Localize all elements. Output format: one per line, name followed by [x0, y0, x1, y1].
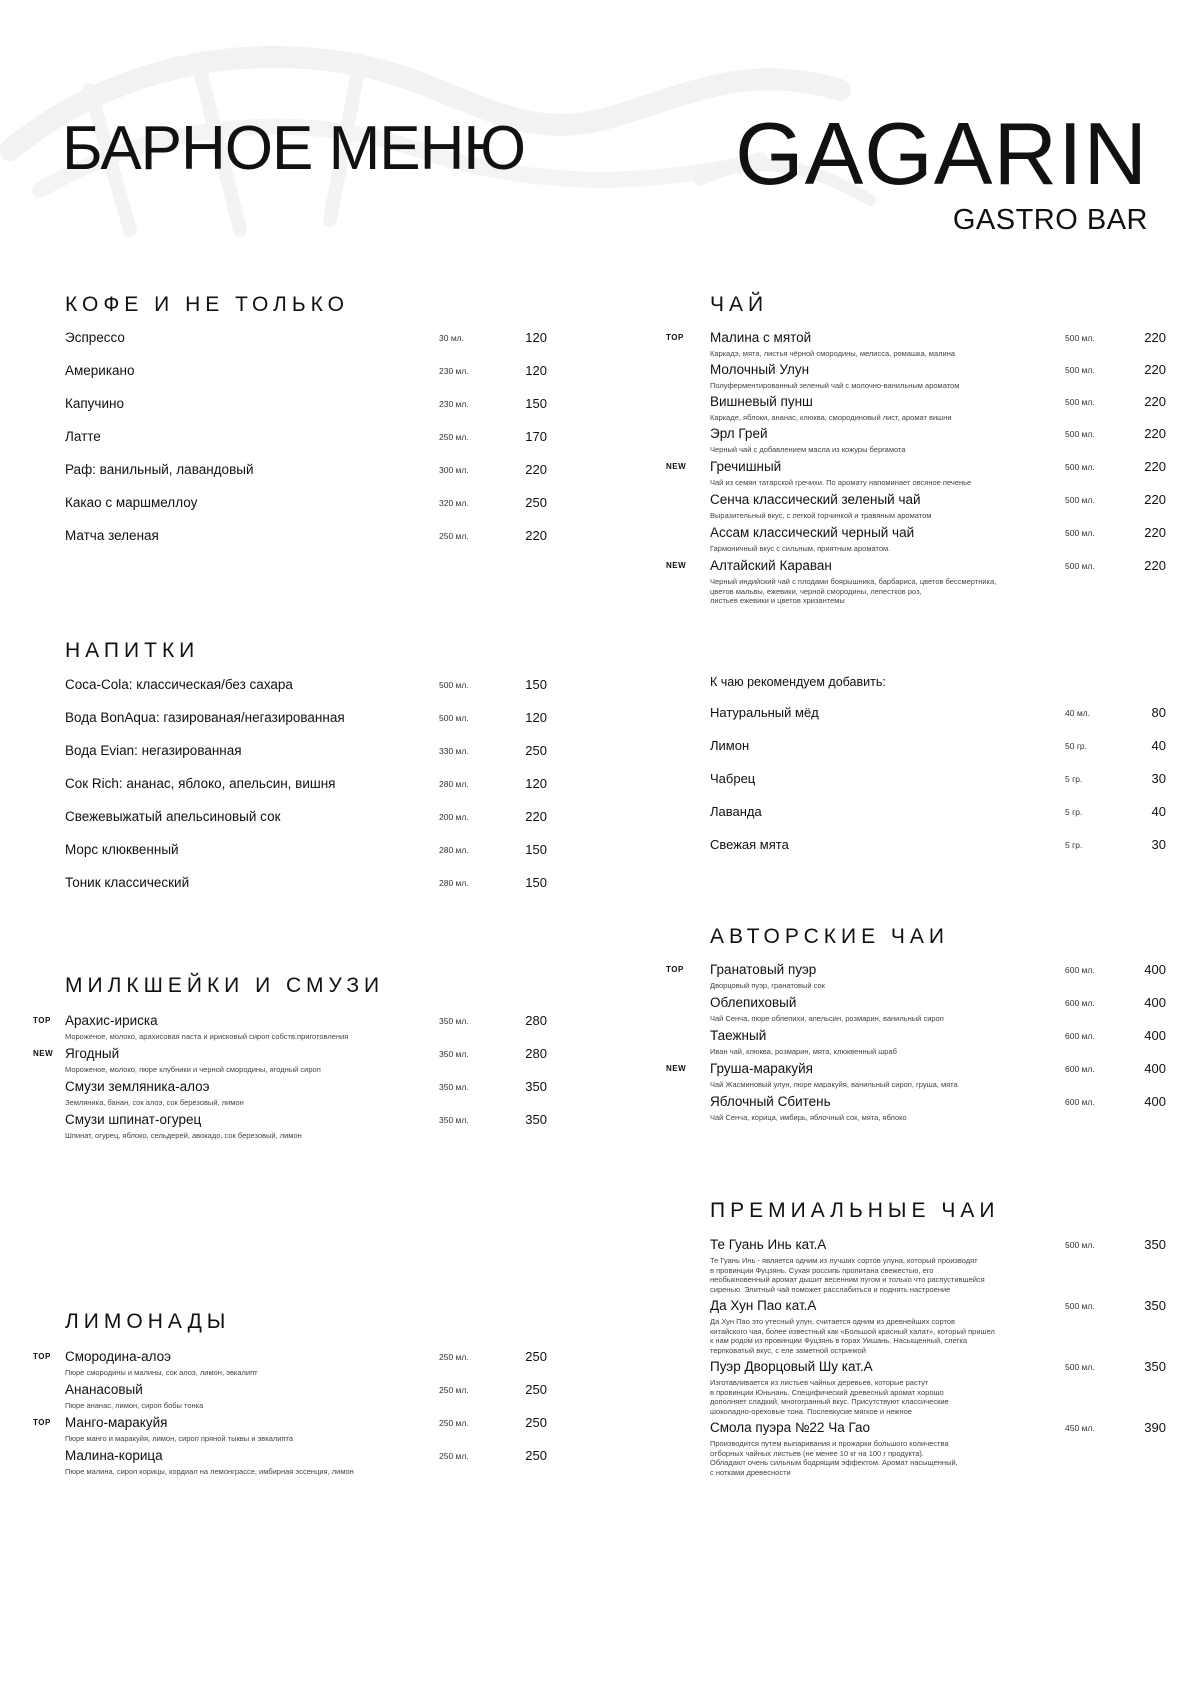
item-price: 30: [1151, 771, 1166, 786]
item-description: Пюре смородины и малины, сок алоэ, лимон, эвкалипт: [65, 1368, 258, 1377]
menu-item: [65, 495, 547, 528]
item-price: 120: [525, 330, 547, 345]
item-price: 220: [1144, 330, 1166, 345]
item-price: 120: [525, 710, 547, 725]
menu-item: [710, 1237, 1166, 1298]
item-name: Алтайский Караван: [710, 558, 832, 573]
item-description: Производится путем выпаривания и прожарки большого количества: [710, 1439, 949, 1448]
item-volume: 280 мл.: [439, 845, 469, 855]
item-name: Coca-Cola: классическая/без сахара: [65, 677, 293, 692]
item-description: цветов мальвы, ежевики, черной смородины, лепестков роз,: [710, 586, 922, 596]
tea-list: [666, 330, 1166, 605]
item-volume: 250 мл.: [439, 531, 469, 541]
item-name: Лимон: [710, 738, 750, 753]
item-price: 150: [525, 875, 547, 890]
item-description: Мороженое, молоко, пюре клубники и черной смородины, ягодный сироп: [65, 1065, 321, 1074]
menu-item: [710, 837, 1166, 870]
item-description: Земляника, банан, сок алоэ, сок березовый, лимон: [65, 1098, 244, 1107]
item-volume: 500 мл.: [1065, 365, 1095, 375]
item-description: Чай Сенча, пюре облепихи, апельсин, розмарин, ванильный сироп: [710, 1014, 944, 1023]
item-name: Пуэр Дворцовый Шу кат.А: [710, 1359, 873, 1374]
menu-item: [65, 429, 547, 462]
item-name: Гранатовый пуэр: [710, 962, 817, 977]
item-description: к нам родом из провинции Фуцзянь в горах Уишань. Насыщенный, слегка: [710, 1336, 968, 1345]
menu-item: [65, 528, 547, 561]
menu-item: [710, 1028, 1166, 1061]
section-title-tea: ЧАЙ: [710, 293, 769, 316]
item-name: Молочный Улун: [710, 362, 810, 377]
item-name: Малина с мятой: [710, 330, 812, 345]
item-volume: 350 мл.: [439, 1082, 469, 1092]
item-price: 220: [1144, 394, 1166, 409]
addons-list: [710, 705, 1166, 870]
item-name: Сок Rich: ананас, яблоко, апельсин, вишня: [65, 776, 336, 791]
badge-top: TOP: [666, 333, 684, 342]
item-description: Шпинат, огурец, яблоко, сельдерей, авокадо, сок березовый, лимон: [65, 1131, 302, 1140]
drinks-list: [65, 677, 547, 908]
item-name: Смола пуэра №22 Ча Гао: [710, 1420, 871, 1435]
premium-tea-list: [710, 1237, 1166, 1481]
item-price: 220: [1144, 558, 1166, 573]
menu-item: [65, 1382, 547, 1415]
item-volume: 500 мл.: [1065, 462, 1095, 472]
menu-item: [65, 710, 547, 743]
item-volume: 500 мл.: [1065, 495, 1095, 505]
coffee-list: [65, 330, 547, 561]
item-price: 150: [525, 842, 547, 857]
item-name: Те Гуань Инь кат.А: [710, 1237, 827, 1252]
item-name: Сенча классический зеленый чай: [710, 492, 921, 507]
item-name: Эспрессо: [65, 330, 125, 345]
item-volume: 280 мл.: [439, 779, 469, 789]
item-volume: 5 гр.: [1065, 774, 1083, 784]
section-title-drinks: НАПИТКИ: [65, 639, 200, 662]
item-price: 170: [525, 429, 547, 444]
item-description: Изготавливается из листьев чайных деревьев, которые растут: [710, 1378, 929, 1387]
item-volume: 250 мл.: [439, 432, 469, 442]
item-price: 350: [1144, 1298, 1166, 1313]
item-name: Гречишный: [710, 459, 782, 474]
item-volume: 300 мл.: [439, 465, 469, 475]
menu-item: [65, 396, 547, 429]
item-price: 80: [1151, 705, 1166, 720]
item-price: 250: [525, 1415, 547, 1430]
menu-item: [710, 1420, 1166, 1481]
item-name: Таежный: [710, 1028, 767, 1043]
item-price: 350: [525, 1079, 547, 1094]
badge-top: TOP: [666, 965, 684, 974]
item-name: Смузи шпинат-огурец: [65, 1112, 202, 1127]
item-description: Мороженое, молоко, арахисовая паста и ирисковый сироп собств.приготовления: [65, 1032, 349, 1041]
item-volume: 500 мл.: [1065, 528, 1095, 538]
item-description: в провинции Фуцзянь. Сухая россипь пропитана свежестью, его: [710, 1265, 934, 1275]
item-name: Раф: ванильный, лавандовый: [65, 462, 254, 477]
menu-item: [710, 1359, 1166, 1420]
menu-item: [65, 809, 547, 842]
item-volume: 200 мл.: [439, 812, 469, 822]
item-price: 350: [525, 1112, 547, 1127]
item-price: 250: [525, 1349, 547, 1364]
menu-item: [666, 962, 1166, 995]
item-volume: 280 мл.: [439, 878, 469, 888]
item-name: Морс клюквенный: [65, 842, 179, 857]
menu-item: [65, 1079, 547, 1112]
item-description: шоколадно-ореховые тона. Послевкусие мягкое и нежное: [710, 1406, 912, 1416]
author-tea-list: [666, 962, 1166, 1127]
item-description: Пюре ананас, лимон, сироп бобы тонка: [65, 1401, 204, 1410]
item-description: листьев ежевики и цветов хризантемы: [710, 596, 845, 605]
item-volume: 50 гр.: [1065, 741, 1088, 751]
item-description: сиренью. Элитный чай поможет расслабиться и поднять настроение: [710, 1284, 951, 1294]
badge-new: NEW: [33, 1049, 54, 1058]
item-price: 250: [525, 743, 547, 758]
item-price: 400: [1144, 995, 1166, 1010]
menu-item: [666, 558, 1166, 605]
item-price: 220: [1144, 362, 1166, 377]
section-title-author-tea: АВТОРСКИЕ ЧАИ: [710, 925, 950, 948]
item-name: Арахис-ириска: [65, 1013, 158, 1028]
item-volume: 230 мл.: [439, 366, 469, 376]
item-volume: 500 мл.: [1065, 333, 1095, 343]
menu-item: [666, 1061, 1166, 1094]
item-volume: 250 мл.: [439, 1451, 469, 1461]
menu-item: [710, 362, 1166, 394]
menu-item: [65, 462, 547, 495]
item-price: 220: [525, 809, 547, 824]
menu-item: [710, 1094, 1166, 1127]
item-price: 220: [1144, 525, 1166, 540]
item-name: Свежевыжатый апельсиновый сок: [65, 809, 281, 824]
item-name: Малина-корица: [65, 1448, 163, 1463]
item-description: Гармоничный вкус с сильным, приятным ароматом.: [710, 544, 891, 553]
menu-item: [65, 1112, 547, 1145]
item-name: Облепиховый: [710, 995, 797, 1010]
item-volume: 600 мл.: [1065, 965, 1095, 975]
item-name: Вода Evian: негазированная: [65, 743, 242, 758]
item-volume: 600 мл.: [1065, 1064, 1095, 1074]
item-name: Груша-маракуйя: [710, 1061, 813, 1076]
item-volume: 250 мл.: [439, 1385, 469, 1395]
item-description: Выразительный вкус, с легкой горчинкой и травяным ароматом: [710, 511, 932, 520]
item-name: Вода BonAqua: газированая/негазированная: [65, 710, 345, 725]
shakes-list: [33, 1013, 547, 1145]
menu-item: [710, 738, 1166, 771]
item-volume: 5 гр.: [1065, 807, 1083, 817]
item-price: 350: [1144, 1359, 1166, 1374]
item-price: 220: [525, 462, 547, 477]
menu-item: [65, 330, 547, 363]
menu-item: [65, 1448, 547, 1481]
item-price: 400: [1144, 1094, 1166, 1109]
item-description: с нотками древесности: [710, 1467, 791, 1477]
item-volume: 350 мл.: [439, 1016, 469, 1026]
item-price: 150: [525, 396, 547, 411]
menu-item: [65, 875, 547, 908]
item-price: 220: [1144, 426, 1166, 441]
brand-name: GAGARIN: [735, 104, 1148, 203]
item-volume: 500 мл.: [1065, 561, 1095, 571]
item-price: 150: [525, 677, 547, 692]
item-volume: 250 мл.: [439, 1418, 469, 1428]
item-price: 250: [525, 1382, 547, 1397]
page-title: БАРНОЕ МЕНЮ: [62, 114, 526, 183]
brand-logo: [735, 104, 1148, 236]
item-name: Да Хун Пао кат.А: [710, 1298, 817, 1313]
item-volume: 30 мл.: [439, 333, 464, 343]
item-price: 350: [1144, 1237, 1166, 1252]
item-name: Вишневый пунш: [710, 394, 813, 409]
item-volume: 600 мл.: [1065, 1031, 1095, 1041]
item-volume: 330 мл.: [439, 746, 469, 756]
menu-item: [710, 771, 1166, 804]
item-description: отборных чайных листьев (не менее 10 кг на 100 г продукта).: [710, 1448, 924, 1458]
addons-heading: К чаю рекомендуем добавить:: [710, 675, 886, 689]
item-volume: 40 мл.: [1065, 708, 1090, 718]
item-description: Черный чай с добавлением масла из кожуры бергамота: [710, 445, 906, 454]
item-name: Эрл Грей: [710, 426, 768, 441]
item-price: 280: [525, 1013, 547, 1028]
menu-item: [65, 363, 547, 396]
item-volume: 250 мл.: [439, 1352, 469, 1362]
item-name: Капучино: [65, 396, 124, 411]
item-volume: 500 мл.: [439, 680, 469, 690]
item-name: Яблочный Сбитень: [710, 1094, 831, 1109]
item-description: терпковатый вкус, с еле заметной остринкой: [710, 1345, 866, 1355]
item-name: Тоник классический: [65, 875, 190, 890]
menu-item: [33, 1349, 547, 1382]
item-description: Полуферментированный зеленый чай с молочно-ванильным ароматом: [710, 381, 960, 390]
item-description: Иван чай, клюква, розмарин, мята, клюквенный шраб: [710, 1047, 897, 1056]
badge-new: NEW: [666, 1064, 687, 1073]
item-description: Чай Жасминовый улун, пюре маракуйя, ванильный сироп, груша, мята: [710, 1080, 958, 1089]
item-description: Каркаде, яблоки, ананас, клюква, смородиновый лист, аромат вишни: [710, 413, 952, 422]
badge-top: TOP: [33, 1418, 51, 1427]
lemonades-list: [33, 1349, 547, 1481]
item-name: Ягодный: [65, 1046, 120, 1061]
menu-item: [710, 995, 1166, 1028]
badge-top: TOP: [33, 1352, 51, 1361]
menu-item: [710, 804, 1166, 837]
item-volume: 5 гр.: [1065, 840, 1083, 850]
item-name: Смузи земляника-алоэ: [65, 1079, 210, 1094]
item-price: 400: [1144, 1028, 1166, 1043]
menu-item: [666, 330, 1166, 362]
menu-item: [710, 525, 1166, 558]
menu-item: [710, 394, 1166, 426]
item-volume: 350 мл.: [439, 1049, 469, 1059]
item-volume: 450 мл.: [1065, 1423, 1095, 1433]
item-description: Черный индийский чай с плодами боярышника, барбариса, цветов бессмертника,: [710, 577, 997, 586]
item-description: Каркадэ, мята, листья чёрной смородины, мелисса, ромашка, малина: [710, 349, 956, 358]
item-volume: 500 мл.: [1065, 1240, 1095, 1250]
badge-new: NEW: [666, 561, 687, 570]
item-description: Пюре малина, сироп корицы, кордиал на лемонграссе, имбирная эссенция, лимон: [65, 1467, 354, 1476]
item-price: 40: [1151, 738, 1166, 753]
item-volume: 230 мл.: [439, 399, 469, 409]
section-title-coffee: КОФЕ И НЕ ТОЛЬКО: [65, 293, 349, 316]
item-name: Манго-маракуйя: [65, 1415, 168, 1430]
item-description: Дворцовый пуэр, гранатовый сок: [710, 981, 825, 990]
item-description: Чай Сенча, корица, имбирь, яблочный сок, мята, яблоко: [710, 1113, 907, 1122]
item-name: Лаванда: [710, 804, 762, 819]
item-description: Обладают очень сильным бодрящим эффектом. Аромат насыщенный,: [710, 1458, 958, 1467]
item-volume: 500 мл.: [1065, 1362, 1095, 1372]
item-price: 390: [1144, 1420, 1166, 1435]
section-title-shakes: МИЛКШЕЙКИ И СМУЗИ: [65, 974, 385, 997]
item-name: Натуральный мёд: [710, 705, 819, 720]
item-price: 250: [525, 1448, 547, 1463]
menu-item: [65, 743, 547, 776]
menu-item: [33, 1046, 547, 1079]
item-volume: 500 мл.: [1065, 397, 1095, 407]
item-description: Те Гуань Инь - является одним из лучших сортов улуна, который производят: [710, 1256, 978, 1265]
item-description: дополняет сладкий, многогранный вкус. Присутствуют классические: [710, 1397, 949, 1406]
section-title-premium-tea: ПРЕМИАЛЬНЫЕ ЧАИ: [710, 1199, 1000, 1222]
item-price: 120: [525, 776, 547, 791]
menu-item: [33, 1415, 547, 1448]
brand-subtitle: GASTRO BAR: [952, 204, 1148, 236]
menu-item: [710, 1298, 1166, 1359]
section-title-lemonades: ЛИМОНАДЫ: [65, 1310, 231, 1333]
badge-new: NEW: [666, 462, 687, 471]
item-price: 250: [525, 495, 547, 510]
item-description: Пюре манго и маракуйя, лимон, сироп пряной тыквы и эвкалипта: [65, 1434, 294, 1443]
item-price: 30: [1151, 837, 1166, 852]
item-name: Свежая мята: [710, 837, 789, 852]
menu-item: [65, 776, 547, 809]
item-price: 220: [1144, 459, 1166, 474]
item-volume: 500 мл.: [1065, 429, 1095, 439]
menu-item: [710, 705, 1166, 738]
item-description: в провинции Юньнань. Специфический древесный аромат хорошо: [710, 1387, 944, 1397]
menu-item: [666, 459, 1166, 492]
menu-item: [65, 677, 547, 710]
item-volume: 500 мл.: [439, 713, 469, 723]
item-name: Матча зеленая: [65, 528, 159, 543]
menu-item: [33, 1013, 547, 1046]
item-name: Смородина-алоэ: [65, 1349, 172, 1364]
item-price: 400: [1144, 1061, 1166, 1076]
item-name: Ассам классический черный чай: [710, 525, 915, 540]
item-description: китайского чая, более известный как «Большой красный халат», который пришел: [710, 1326, 995, 1336]
item-description: Чай из семян татарской гречихи. По аромату напоминает овсяное печенье: [710, 478, 972, 487]
item-name: Латте: [65, 429, 101, 444]
badge-top: TOP: [33, 1016, 51, 1025]
item-description: необыкновенный аромат дышит весенним лугом и только что распустившейся: [710, 1275, 985, 1284]
item-price: 220: [525, 528, 547, 543]
item-description: Да Хун Пао это утесный улун, считается одним из древнейших сортов: [710, 1317, 955, 1326]
item-price: 40: [1151, 804, 1166, 819]
item-name: Чабрец: [710, 771, 756, 786]
item-price: 280: [525, 1046, 547, 1061]
item-name: Ананасовый: [65, 1382, 143, 1397]
menu-item: [710, 492, 1166, 525]
item-price: 400: [1144, 962, 1166, 977]
item-name: Американо: [65, 363, 135, 378]
item-volume: 350 мл.: [439, 1115, 469, 1125]
item-volume: 320 мл.: [439, 498, 469, 508]
item-price: 220: [1144, 492, 1166, 507]
menu-item: [65, 842, 547, 875]
item-volume: 600 мл.: [1065, 998, 1095, 1008]
item-volume: 500 мл.: [1065, 1301, 1095, 1311]
item-volume: 600 мл.: [1065, 1097, 1095, 1107]
menu-item: [710, 426, 1166, 459]
item-name: Какао с маршмеллоу: [65, 495, 198, 510]
item-price: 120: [525, 363, 547, 378]
